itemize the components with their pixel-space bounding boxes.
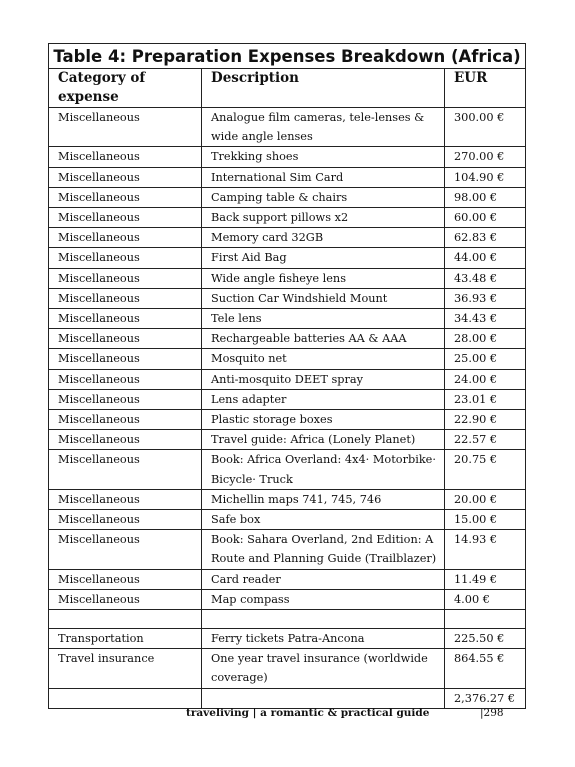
cell-amount: 43.48 € bbox=[445, 268, 526, 288]
table-row bbox=[49, 187, 526, 207]
cell-category bbox=[49, 688, 202, 708]
table-row bbox=[49, 108, 526, 147]
cell-amount: 15.00 € bbox=[445, 510, 526, 530]
cell-category: Travel insurance bbox=[49, 649, 202, 688]
cell-category: Miscellaneous bbox=[49, 530, 202, 569]
cell-description: Map compass bbox=[202, 589, 445, 609]
header-eur: EUR bbox=[445, 69, 526, 108]
cell-category: Miscellaneous bbox=[49, 268, 202, 288]
cell-amount: 2,376.27 € bbox=[445, 688, 526, 708]
cell-description bbox=[202, 610, 445, 629]
table-row bbox=[49, 369, 526, 389]
cell-description: Memory card 32GB bbox=[202, 228, 445, 248]
cell-category: Miscellaneous bbox=[49, 187, 202, 207]
cell-description: Wide angle fisheye lens bbox=[202, 268, 445, 288]
table-title: Table 4: Preparation Expenses Breakdown (Africa) bbox=[49, 44, 526, 69]
cell-amount: 14.93 € bbox=[445, 530, 526, 569]
table-row bbox=[49, 589, 526, 609]
cell-amount: 44.00 € bbox=[445, 248, 526, 268]
cell-description: Michellin maps 741, 745, 746 bbox=[202, 489, 445, 509]
cell-amount: 98.00 € bbox=[445, 187, 526, 207]
cell-description: Book: Africa Overland: 4x4· Motorbike· Bicycle· Truck bbox=[202, 450, 445, 489]
cell-category: Miscellaneous bbox=[49, 248, 202, 268]
cell-category: Miscellaneous bbox=[49, 369, 202, 389]
cell-category bbox=[49, 610, 202, 629]
cell-description: Camping table & chairs bbox=[202, 187, 445, 207]
cell-amount: 11.49 € bbox=[445, 569, 526, 589]
cell-amount: 60.00 € bbox=[445, 208, 526, 228]
table-row bbox=[49, 208, 526, 228]
cell-amount: 104.90 € bbox=[445, 167, 526, 187]
expenses-table bbox=[48, 43, 526, 709]
table-row bbox=[49, 349, 526, 369]
cell-amount: 62.83 € bbox=[445, 228, 526, 248]
cell-category: Miscellaneous bbox=[49, 410, 202, 430]
cell-amount bbox=[445, 610, 526, 629]
cell-category: Miscellaneous bbox=[49, 389, 202, 409]
cell-category: Miscellaneous bbox=[49, 147, 202, 167]
cell-amount: 270.00 € bbox=[445, 147, 526, 167]
header-row bbox=[49, 69, 526, 108]
table-row bbox=[49, 248, 526, 268]
table-row bbox=[49, 489, 526, 509]
page-number: |298 bbox=[480, 707, 504, 719]
table-row bbox=[49, 629, 526, 649]
cell-category: Miscellaneous bbox=[49, 450, 202, 489]
table-row bbox=[49, 288, 526, 308]
cell-category: Miscellaneous bbox=[49, 167, 202, 187]
cell-category: Miscellaneous bbox=[49, 208, 202, 228]
cell-amount: 225.50 € bbox=[445, 629, 526, 649]
cell-category: Miscellaneous bbox=[49, 510, 202, 530]
cell-description: Safe box bbox=[202, 510, 445, 530]
cell-category: Miscellaneous bbox=[49, 228, 202, 248]
cell-description: Suction Car Windshield Mount bbox=[202, 288, 445, 308]
cell-description: Plastic storage boxes bbox=[202, 410, 445, 430]
cell-category: Miscellaneous bbox=[49, 430, 202, 450]
cell-category: Miscellaneous bbox=[49, 329, 202, 349]
cell-description: Card reader bbox=[202, 569, 445, 589]
table-body bbox=[49, 108, 526, 709]
table-row bbox=[49, 329, 526, 349]
cell-description: Rechargeable batteries AA & AAA bbox=[202, 329, 445, 349]
cell-description: Mosquito net bbox=[202, 349, 445, 369]
cell-amount: 22.90 € bbox=[445, 410, 526, 430]
cell-description: Book: Sahara Overland, 2nd Edition: A Route and Planning Guide (Trailblazer) bbox=[202, 530, 445, 569]
cell-category: Miscellaneous bbox=[49, 569, 202, 589]
cell-amount: 28.00 € bbox=[445, 329, 526, 349]
table-row bbox=[49, 688, 526, 708]
cell-amount: 4.00 € bbox=[445, 589, 526, 609]
table-row bbox=[49, 167, 526, 187]
table-row bbox=[49, 410, 526, 430]
table-row bbox=[49, 430, 526, 450]
cell-description: Anti-mosquito DEET spray bbox=[202, 369, 445, 389]
cell-category: Miscellaneous bbox=[49, 349, 202, 369]
header-category: Category of expense bbox=[49, 69, 202, 108]
cell-amount: 36.93 € bbox=[445, 288, 526, 308]
cell-description: One year travel insurance (worldwide coverage) bbox=[202, 649, 445, 688]
cell-description: International Sim Card bbox=[202, 167, 445, 187]
table-row bbox=[49, 309, 526, 329]
cell-category: Miscellaneous bbox=[49, 589, 202, 609]
cell-description: Trekking shoes bbox=[202, 147, 445, 167]
table-row bbox=[49, 530, 526, 569]
table-row bbox=[49, 649, 526, 688]
cell-amount: 864.55 € bbox=[445, 649, 526, 688]
cell-amount: 20.00 € bbox=[445, 489, 526, 509]
cell-category: Miscellaneous bbox=[49, 288, 202, 308]
cell-amount: 24.00 € bbox=[445, 369, 526, 389]
cell-description: Tele lens bbox=[202, 309, 445, 329]
cell-amount: 34.43 € bbox=[445, 309, 526, 329]
table-row bbox=[49, 510, 526, 530]
cell-category: Miscellaneous bbox=[49, 108, 202, 147]
table-row bbox=[49, 389, 526, 409]
table-row bbox=[49, 569, 526, 589]
footer-title: traveliving | a romantic & practical guide bbox=[186, 707, 430, 719]
cell-amount: 25.00 € bbox=[445, 349, 526, 369]
table-row bbox=[49, 610, 526, 629]
cell-description: First Aid Bag bbox=[202, 248, 445, 268]
cell-amount: 22.57 € bbox=[445, 430, 526, 450]
cell-category: Transportation bbox=[49, 629, 202, 649]
table-row bbox=[49, 147, 526, 167]
cell-description: Back support pillows x2 bbox=[202, 208, 445, 228]
table-row bbox=[49, 268, 526, 288]
cell-amount: 300.00 € bbox=[445, 108, 526, 147]
table-row bbox=[49, 228, 526, 248]
cell-category: Miscellaneous bbox=[49, 489, 202, 509]
cell-description bbox=[202, 688, 445, 708]
table-row bbox=[49, 450, 526, 489]
cell-description: Lens adapter bbox=[202, 389, 445, 409]
cell-description: Analogue film cameras, tele-lenses & wide angle lenses bbox=[202, 108, 445, 147]
cell-description: Ferry tickets Patra-Ancona bbox=[202, 629, 445, 649]
cell-amount: 23.01 € bbox=[445, 389, 526, 409]
cell-amount: 20.75 € bbox=[445, 450, 526, 489]
header-description: Description bbox=[202, 69, 445, 108]
cell-category: Miscellaneous bbox=[49, 309, 202, 329]
cell-description: Travel guide: Africa (Lonely Planet) bbox=[202, 430, 445, 450]
